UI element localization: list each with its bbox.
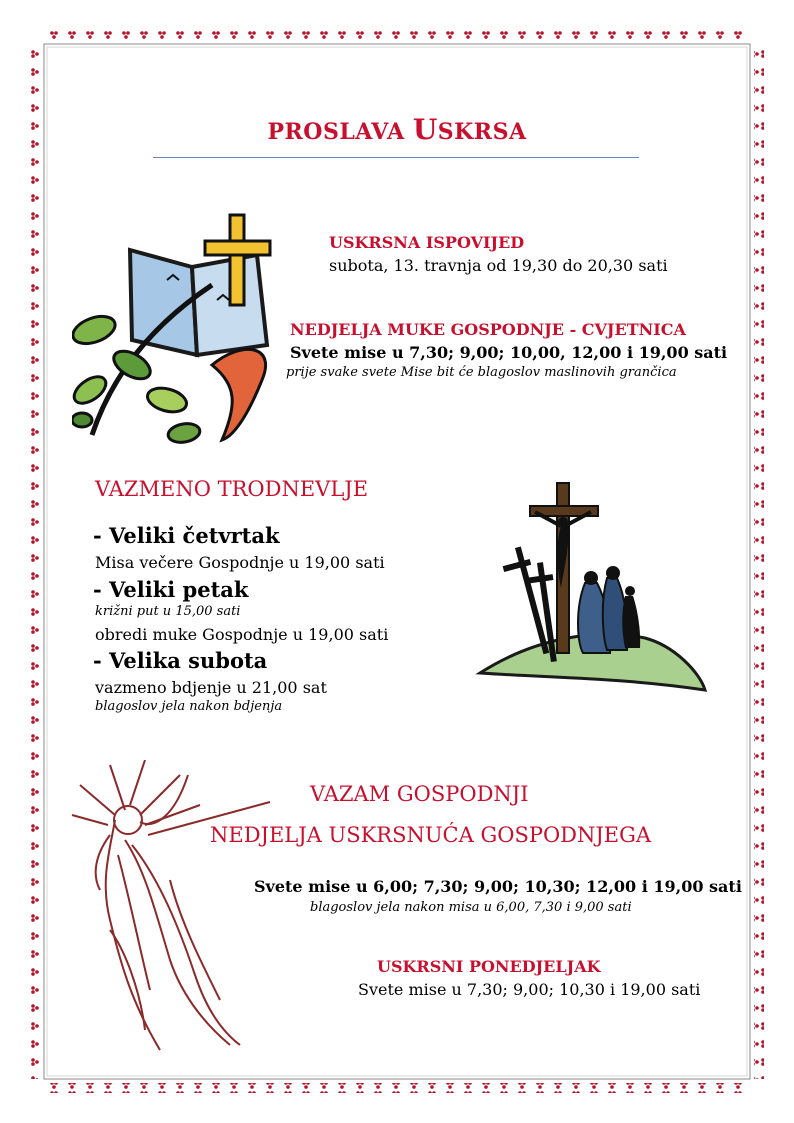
holy-thursday-line: Misa večere Gospodnje u 19,00 sati [95,553,385,572]
holy-thursday-title: - Veliki četvrtak [93,523,280,548]
palm-sunday-heading: NEDJELJA MUKE GOSPODNJE - CVJETNICA [290,320,686,339]
crucifixion-illustration [475,478,710,696]
triduum-heading: VAZMENO TRODNEVLJE [95,477,369,501]
confession-time: subota, 13. travnja od 19,30 do 20,30 sati [329,256,668,275]
title-divider [153,157,639,158]
risen-christ-illustration [70,760,280,1055]
holy-saturday-title: - Velika subota [93,648,268,673]
bible-cross-leaves-illustration [72,205,277,445]
good-friday-title: - Veliki petak [93,577,249,602]
easter-monday-masses: Svete mise u 7,30; 9,00; 10,30 i 19,00 sati [358,980,701,999]
palm-sunday-masses: Svete mise u 7,30; 9,00; 10,00, 12,00 i 19,00 sati [290,343,728,362]
palm-sunday-note: prije svake svete Mise bit će blagoslov maslinovih grančica [286,365,677,380]
confession-heading: USKRSNA ISPOVIJED [329,233,525,252]
easter-monday-heading: USKRSNI PONEDJELJAK [377,957,601,976]
easter-sunday-note: blagoslov jela nakon misa u 6,00, 7,30 i 9,00 sati [310,900,632,915]
easter-sunday-masses: Svete mise u 6,00; 7,30; 9,00; 10,30; 12,00 i 19,00 sati [254,877,742,896]
page-title: PROSLAVA USKRSA [267,113,527,146]
holy-saturday-line-1: vazmeno bdjenje u 21,00 sat [95,678,327,697]
holy-saturday-line-2: blagoslov jela nakon bdjenja [95,699,283,714]
good-friday-line-2: obredi muke Gospodnje u 19,00 sati [95,625,389,644]
easter-sunday-heading: NEDJELJA USKRSNUĆA GOSPODNJEGA [210,823,652,847]
easter-heading: VAZAM GOSPODNJI [310,782,529,806]
good-friday-line-1: križni put u 15,00 sati [95,604,241,619]
